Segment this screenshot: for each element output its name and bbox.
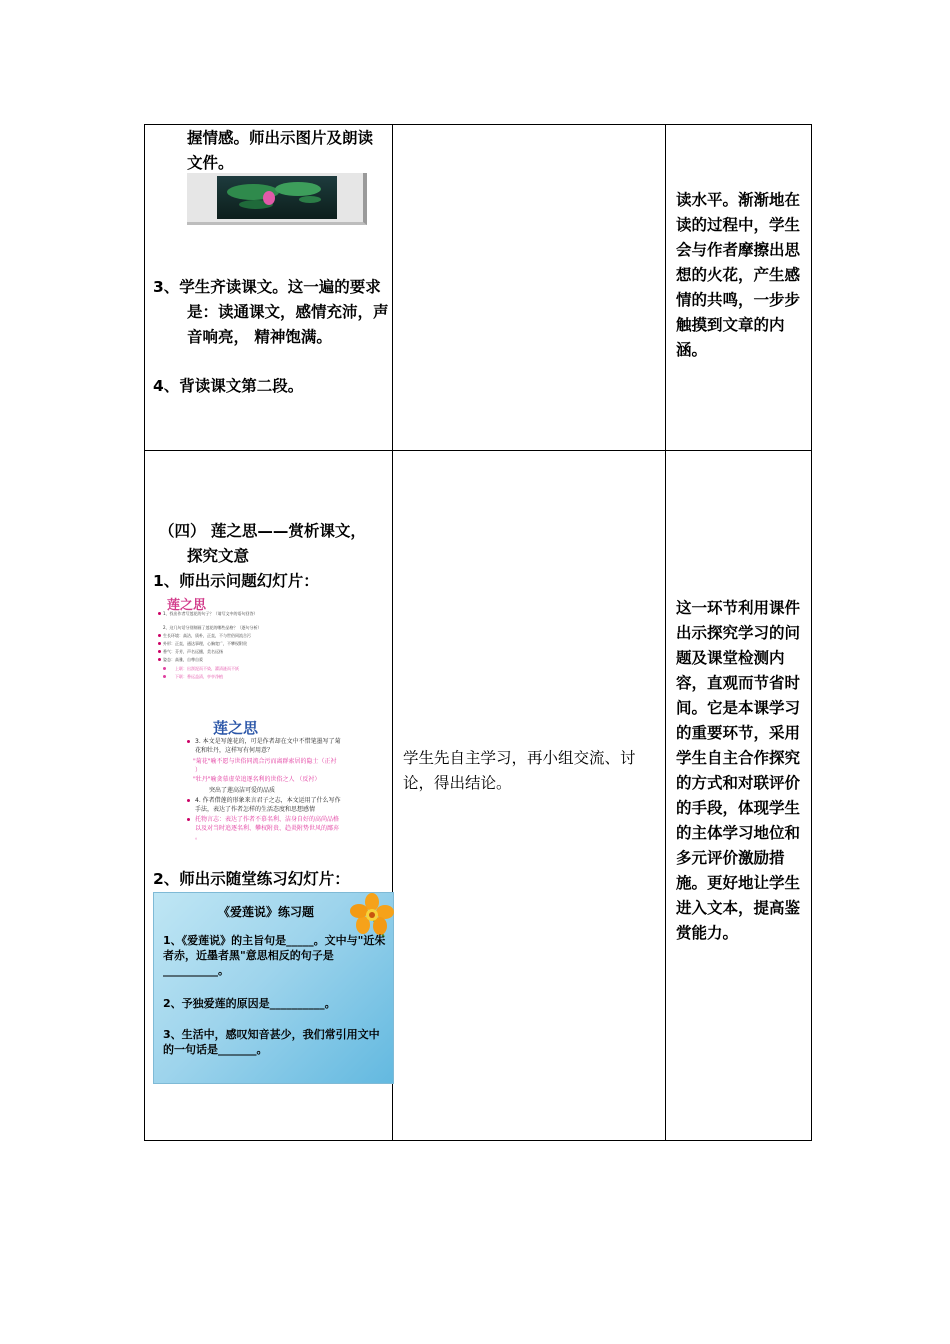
section-heading: （四） 莲之思——赏析课文， — [159, 522, 366, 540]
slide1-line: 1、找出作者写莲花的句子？（请写文中的语句回答） — [163, 611, 258, 616]
slide1-line: 生长环境：高洁，质朴，正直，不与世俗同流合污 — [163, 633, 251, 638]
slide2-line: 以及对当时追逐名利、攀权附贵、趋炎附势世风的鄙弃 — [195, 825, 340, 832]
slide2-line: 突出了莲高洁可爱的品质 — [209, 787, 276, 794]
row1-text-line: 文件。 — [187, 154, 234, 172]
column-divider — [665, 125, 666, 1140]
slide2-line: ） — [195, 767, 202, 774]
slide1-line: 香气：芬芳，声名远播，美名远扬 — [163, 649, 223, 654]
row2-item2: 2、师出示随堂练习幻灯片： — [153, 870, 350, 888]
slide1-title: 莲之思 — [167, 598, 207, 613]
slide2-line: 花和牡丹，这样写有何用意？ — [195, 747, 274, 754]
slide1-line: 上联：出淤泥而不染，濯清涟而不妖 — [175, 666, 239, 671]
row-divider — [145, 450, 811, 451]
row1-item3-cont: 音响亮， 精神饱满。 — [187, 328, 332, 346]
student-activity-cont: 论，得出结论。 — [403, 774, 512, 792]
exercise-title: 《爱莲说》练习题 — [218, 905, 315, 919]
row2-comment: 这一环节利用课件出示探究学习的问题及课堂检测内容，直观而节省时间。它是本课学习的重要环节，采用学生自主合作探究的方式和对联评价的手段，体现学生的主体学习地位和多元评价激励措施。更好地让学生进入文本，提高鉴赏能力。 — [676, 599, 801, 942]
slide2-line: 4. 作者借莲的形象来言君子之志，本文运用了什么写作 — [195, 797, 341, 804]
lesson-table — [144, 124, 812, 1141]
slide2-line: 3. 本文是写莲花的，可是作者却在文中不惜笔墨写了菊 — [195, 738, 341, 745]
slide2-line: 。 — [195, 834, 202, 841]
slide2-line: 手法，表达了作者怎样的生活态度和思想感情 — [195, 806, 316, 813]
slide2-line: "菊花"喻不愿与世俗同流合污而离群索居的隐士（正衬 — [193, 758, 337, 765]
question-slide-2 — [183, 715, 383, 850]
slide1-line: 2、这几句话分别刻画了莲花的哪些品格？（逐句分析） — [163, 625, 262, 630]
question-slide-1 — [157, 590, 387, 700]
row1-item3-cont: 是：读通课文，感情充沛，声 — [187, 303, 389, 321]
flower-icon — [350, 893, 394, 937]
lotus-photo — [187, 173, 367, 225]
row1-text-line: 握情感。师出示图片及朗读 — [187, 129, 374, 147]
slide1-line: 姿态：高雅，自尊自爱 — [163, 657, 203, 662]
row1-comment: 读水平。渐渐地在读的过程中，学生会与作者摩擦出思想的火花，产生感情的共鸣，一步步触摸到文章的内涵。 — [676, 191, 801, 359]
slide2-title: 莲之思 — [213, 719, 259, 737]
slide1-line: 下联：香远益清，亭亭净植 — [175, 674, 223, 679]
slide1-line: 外形：正直，通达事理，心胸宽广，不攀权附贵 — [163, 641, 247, 646]
exercise-question-1: 1、《爱莲说》的主旨句是_____。文中与"近朱者赤，近墨者黑"意思相反的句子是__________。 — [163, 934, 386, 977]
row1-item4: 4、背读课文第二段。 — [153, 377, 304, 395]
row2-item1: 1、师出示问题幻灯片： — [153, 572, 319, 590]
exercise-question-2: 2、予独爱莲的原因是__________。 — [163, 997, 336, 1010]
slide2-line: "牡丹"喻贪慕虚荣追逐名利的世俗之人 （反衬） — [193, 776, 321, 783]
exercise-slide — [153, 892, 394, 1084]
slide2-line: 托物言志：表达了作者不慕名利、洁身自好的高尚品格 — [195, 816, 340, 823]
student-activity: 学生先自主学习，再小组交流、讨 — [403, 749, 636, 767]
row1-item3: 3、学生齐读课文。这一遍的要求 — [153, 278, 381, 296]
section-heading-cont: 探究文意 — [187, 547, 250, 565]
exercise-question-3: 3、生活中，感叹知音甚少，我们常引用文中的一句话是_______。 — [163, 1028, 380, 1056]
